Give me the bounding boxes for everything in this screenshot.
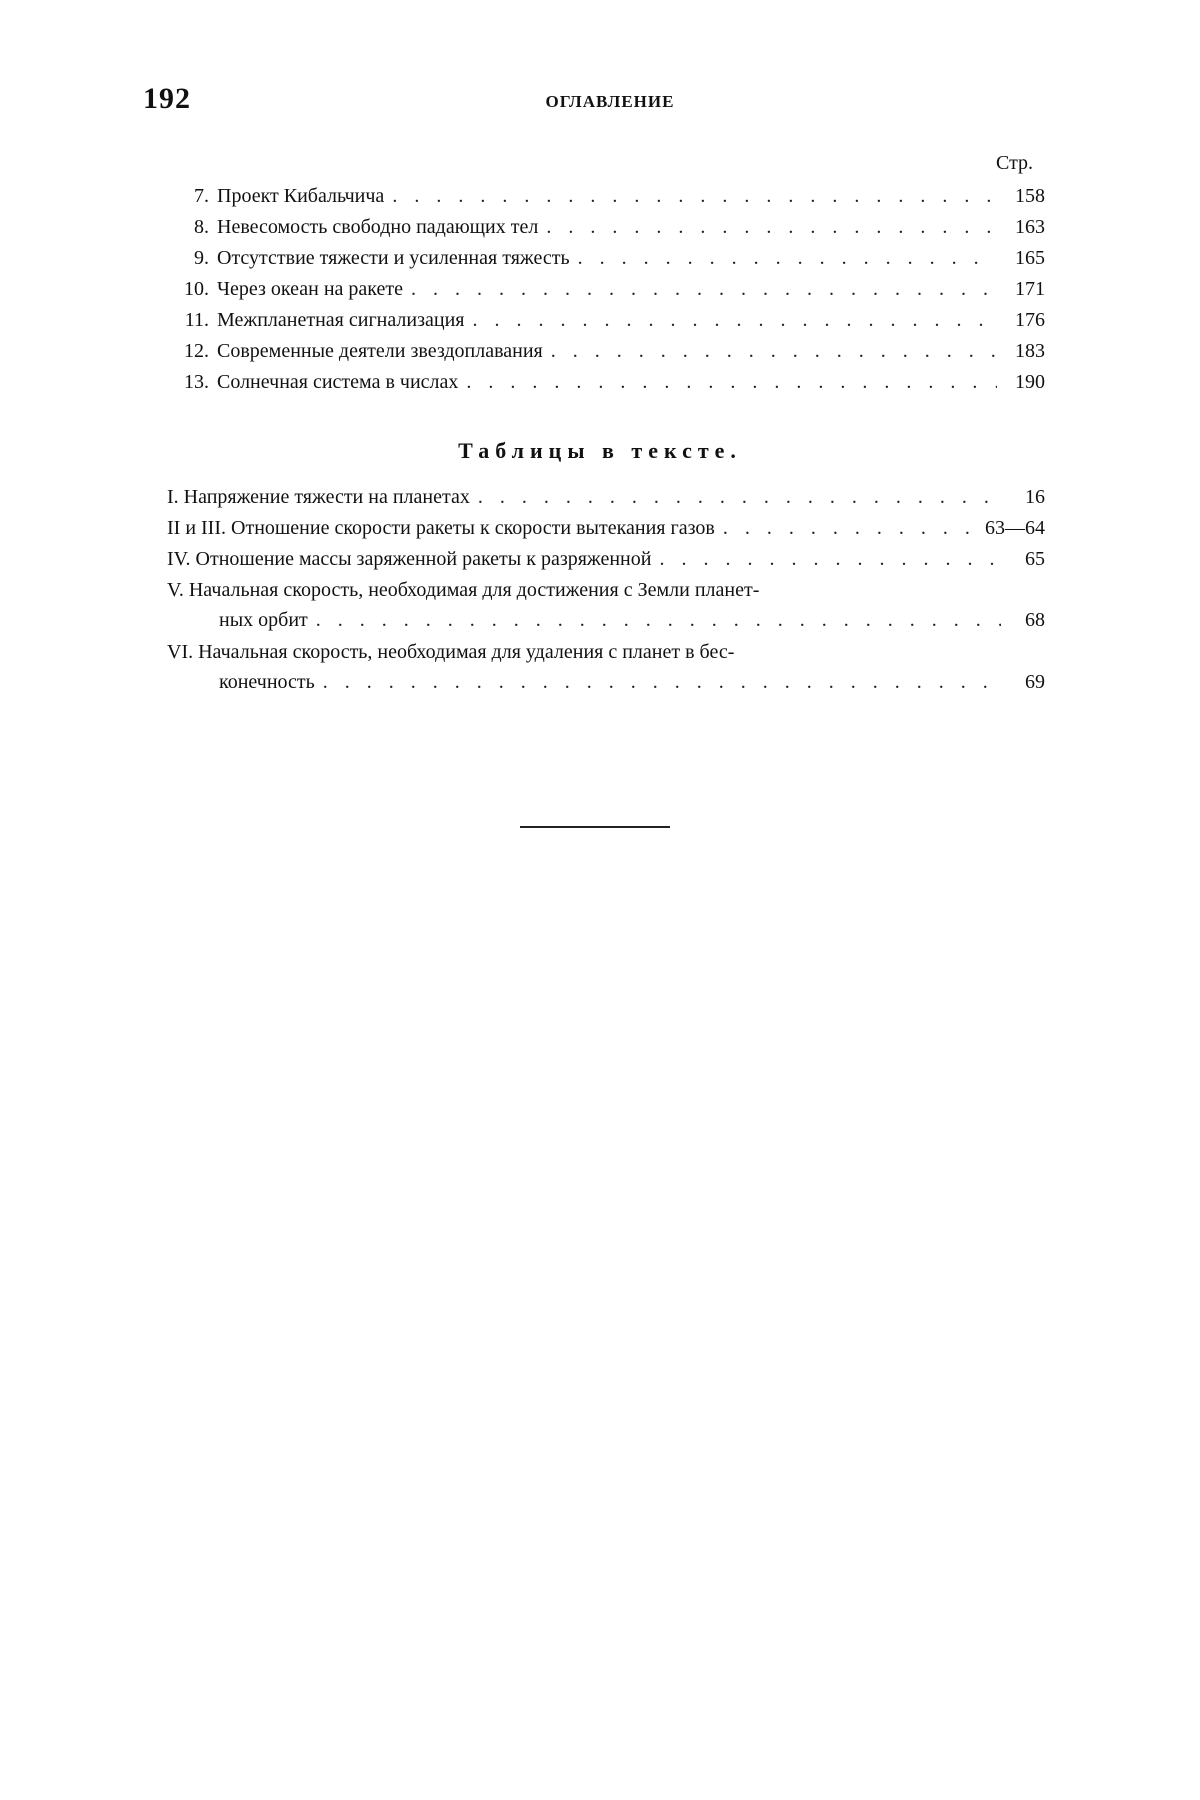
toc-entry-page: 165	[1015, 247, 1045, 269]
toc-entry-title: Межпланетная сигнализация	[217, 309, 465, 331]
toc-entry-number: 12.	[184, 340, 209, 362]
dot-leader	[659, 544, 1001, 574]
toc-entry-page: 183	[1015, 340, 1045, 362]
table-entry-title: IV. Отношение массы заряженной ракеты к разряженной	[167, 548, 652, 570]
table-entry-title-continuation: ных орбит	[219, 609, 308, 631]
table-entry-page: 16	[1025, 486, 1045, 508]
dot-leader	[466, 367, 997, 397]
toc-entry-title: Отсутствие тяжести и усиленная тяжесть	[217, 247, 570, 269]
table-entry-title: II и III. Отношение скорости ракеты к скорости вытекания газов	[167, 517, 715, 539]
toc-entry-page: 163	[1015, 216, 1045, 238]
page-number: 192	[143, 82, 191, 115]
table-entry-title: VI. Начальная скорость, необходимая для удаления с планет в бес-	[167, 641, 735, 663]
toc-entry-number: 10.	[184, 278, 209, 300]
toc-entry-title: Невесомость свободно падающих тел	[217, 216, 539, 238]
toc-entry-number: 9.	[194, 247, 209, 269]
dot-leader	[323, 667, 1001, 697]
toc-entry	[165, 305, 1045, 335]
dot-leader	[578, 243, 997, 273]
toc-entry-number: 11.	[184, 309, 209, 331]
toc-entry	[165, 274, 1045, 304]
table-entry-title-continuation: конечность	[219, 671, 315, 693]
dot-leader	[478, 482, 1001, 512]
toc-entry-page: 190	[1015, 371, 1045, 393]
toc-entry	[165, 181, 1045, 211]
table-entry	[167, 482, 1045, 512]
dot-leader	[723, 513, 977, 543]
toc-entry	[165, 243, 1045, 273]
toc-entry-title: Современные деятели звездоплавания	[217, 340, 543, 362]
dot-leader	[551, 336, 997, 366]
dot-leader	[392, 181, 997, 211]
running-title: ОГЛАВЛЕНИЕ	[545, 92, 675, 111]
dot-leader	[316, 605, 1001, 635]
toc-entry-page: 158	[1015, 185, 1045, 207]
table-entry	[167, 575, 1045, 635]
toc-entry-page: 176	[1015, 309, 1045, 331]
table-entry	[167, 544, 1045, 574]
toc-entry-title: Через океан на ракете	[217, 278, 403, 300]
toc-entry-page: 171	[1015, 278, 1045, 300]
table-entry	[167, 637, 1045, 697]
dot-leader	[546, 212, 997, 242]
table-entry-page: 65	[1025, 548, 1045, 570]
toc-entry	[165, 212, 1045, 242]
table-entry-page: 69	[1025, 671, 1045, 693]
tables-section-heading: Таблицы в тексте.	[458, 438, 742, 463]
table-entry-title: I. Напряжение тяжести на планетах	[167, 486, 470, 508]
toc-entry-title: Солнечная система в числах	[217, 371, 459, 393]
page-column-label: Стр.	[996, 152, 1034, 174]
table-entry-page: 63—64	[985, 517, 1045, 539]
toc-entry	[165, 367, 1045, 397]
table-entry	[167, 513, 1045, 543]
end-rule	[520, 826, 670, 828]
table-entry-title: V. Начальная скорость, необходимая для достижения с Земли планет-	[167, 579, 760, 601]
toc-entry-number: 13.	[184, 371, 209, 393]
toc-entry	[165, 336, 1045, 366]
toc-entry-number: 7.	[194, 185, 209, 207]
dot-leader	[472, 305, 997, 335]
toc-entry-number: 8.	[194, 216, 209, 238]
dot-leader	[411, 274, 997, 304]
toc-entry-title: Проект Кибальчича	[217, 185, 385, 207]
table-entry-page: 68	[1025, 609, 1045, 631]
